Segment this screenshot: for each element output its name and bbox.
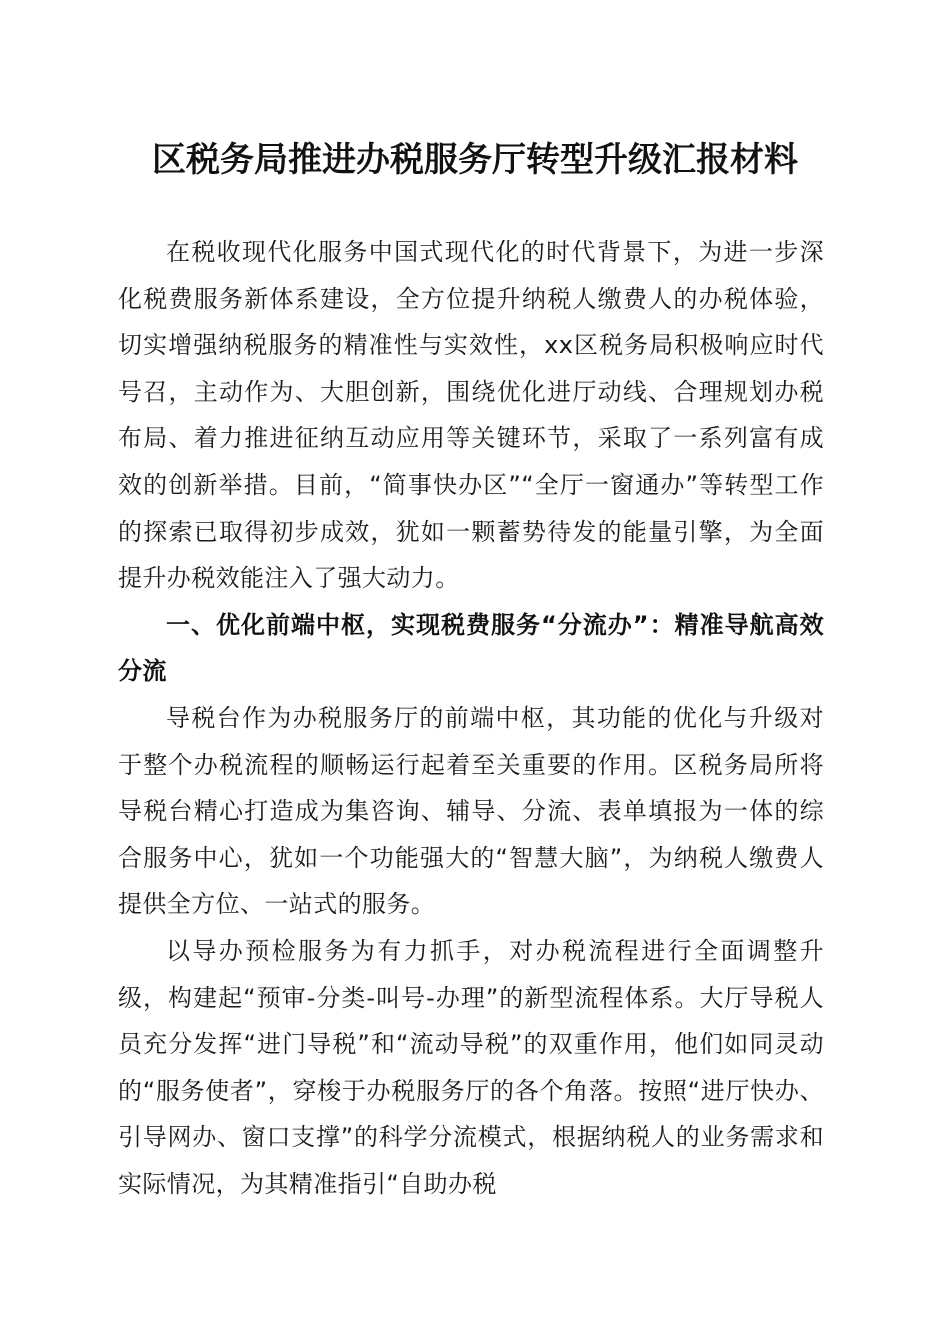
section-heading-1: 一、优化前端中枢，实现税费服务“分流办”：精准导航高效分流 (118, 610, 824, 686)
document-title: 区税务局推进办税服务厅转型升级汇报材料 (152, 140, 798, 180)
body-paragraph: 导税台作为办税服务厅的前端中枢，其功能的优化与升级对于整个办税流程的顺畅运行起着至关重要的作用。区税务局所将导税台精心打造成为集咨询、辅导、分流、表单填报为一体的综合服务中心，犹如一个功能强大的“智慧大脑”，为纳税人缴费人提供全方位、一站式的服务。 (118, 703, 824, 919)
intro-paragraph: 在税收现代化服务中国式现代化的时代背景下，为进一步深化税费服务新体系建设，全方位提升纳税人缴费人的办税体验，切实增强纳税服务的精准性与实效性，xx区税务局积极响应时代号召，主动作为、大胆创新，围绕优化进厅动线、合理规划办税布局、着力推进征纳互动应用等关键环节，采取了一系列富有成效的创新举措。目前，“简事快办区”“全厅一窗通办”等转型工作的探索已取得初步成效，犹如一颗蓄势待发的能量引擎，为全面提升办税效能注入了强大动力。 (118, 238, 824, 593)
document-body (118, 229, 824, 1207)
body-paragraph: 以导办预检服务为有力抓手，对办税流程进行全面调整升级，构建起“预审-分类-叫号-办理”的新型流程体系。大厅导税人员充分发挥“进门导税”和“流动导税”的双重作用，他们如同灵动的“服务使者”，穿梭于办税服务厅的各个角落。按照“进厅快办、引导网办、窗口支撑”的科学分流模式，根据纳税人的业务需求和实际情况，为其精准指引“自助办税 (118, 936, 824, 1198)
